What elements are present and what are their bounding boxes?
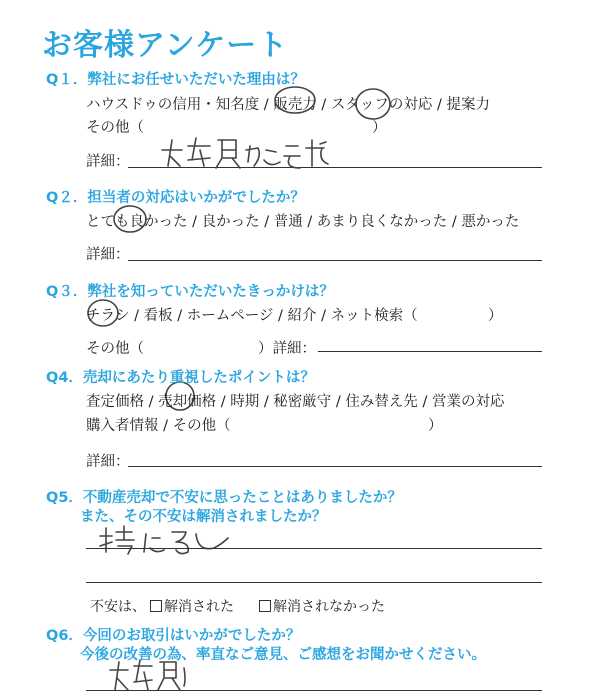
q6-answer-line-1[interactable] [86, 690, 542, 691]
q6-hw-2 [134, 660, 152, 690]
q1-other-label: その他（ [86, 120, 144, 136]
q1-question: Q１．弊社にお任せいただいた理由は？ [46, 72, 305, 88]
q4-options: 査定価格 / 売却価格 / 時期 / 秘密厳守 / 住み替え先 / 営業の対応 [86, 394, 505, 410]
q6-question-line2: 今後の改善の為、率直なご意見、ご感想をお聞かせください。 [80, 647, 486, 663]
q3-other-close: ）詳細： [258, 341, 316, 357]
q4-detail-line[interactable] [128, 466, 542, 467]
q5-anxiety-label: 不安は、 [90, 599, 146, 615]
unresolved-label: 解消されなかった [273, 599, 385, 615]
q5-resolved-option[interactable] [150, 596, 234, 616]
q2-question: Q２．担当者の対応はいかがでしたか？ [46, 190, 305, 206]
q4-options2-close: ） [428, 418, 443, 434]
q1-hw-4 [246, 146, 259, 166]
q6-hw-3 [158, 662, 185, 690]
q2-detail-line[interactable] [128, 260, 542, 261]
q3-detail-line[interactable] [318, 351, 542, 352]
q1-options: ハウスドゥの信用・知名度 / 販売力 / スタッフの対応 / 提案力 [86, 97, 491, 113]
q5-hw-2 [144, 534, 164, 552]
q5-question-line2: また、その不安は解消されましたか？ [80, 509, 327, 525]
q1-hw-1 [162, 140, 182, 166]
q3-options: チラシ / 看板 / ホームページ / 紹介 / ネット検索（ [86, 308, 418, 324]
q1-hw-3 [216, 140, 240, 168]
q1-hw-6 [284, 146, 300, 168]
q4-detail-label: 詳細： [86, 454, 130, 470]
q1-circle-staff [356, 89, 390, 119]
q3-options-close: ） [488, 308, 503, 324]
q5-hw-4 [196, 534, 228, 549]
resolved-checkbox[interactable] [150, 600, 162, 612]
q6-hw-1 [110, 662, 128, 690]
q2-options: とても良かった / 良かった / 普通 / あまり良くなかった / 悪かった [86, 214, 520, 230]
survey-title: お客様アンケート [42, 28, 289, 63]
q3-other-label: その他（ [86, 341, 144, 357]
unresolved-checkbox[interactable] [259, 600, 271, 612]
q5-hw-1 [100, 526, 134, 554]
q1-hw-7 [306, 140, 328, 166]
q1-hw-2 [188, 138, 210, 166]
q5-answer-line-2[interactable] [86, 582, 542, 583]
q2-detail-label: 詳細： [86, 247, 130, 263]
q1-circle-sales [275, 87, 315, 113]
q4-options2: 購入者情報 / その他（ [86, 418, 231, 434]
q5-answer-line-1[interactable] [86, 548, 542, 549]
q3-question: Q３．弊社を知っていただいたきっかけは？ [46, 284, 334, 300]
q1-detail-label: 詳細： [86, 154, 130, 170]
q5-hw-3 [172, 532, 188, 554]
q4-question: Q4．売却にあたり重視したポイントは？ [46, 370, 315, 386]
q6-question-line1: Q6．今回のお取引はいかがでしたか？ [46, 628, 301, 644]
q1-hw-5 [264, 150, 280, 165]
resolved-label: 解消された [164, 599, 234, 615]
q5-question-line1: Q5．不動産売却で不安に思ったことはありましたか？ [46, 490, 402, 506]
q1-other-close: ） [372, 120, 387, 136]
q5-unresolved-option[interactable] [259, 596, 385, 616]
